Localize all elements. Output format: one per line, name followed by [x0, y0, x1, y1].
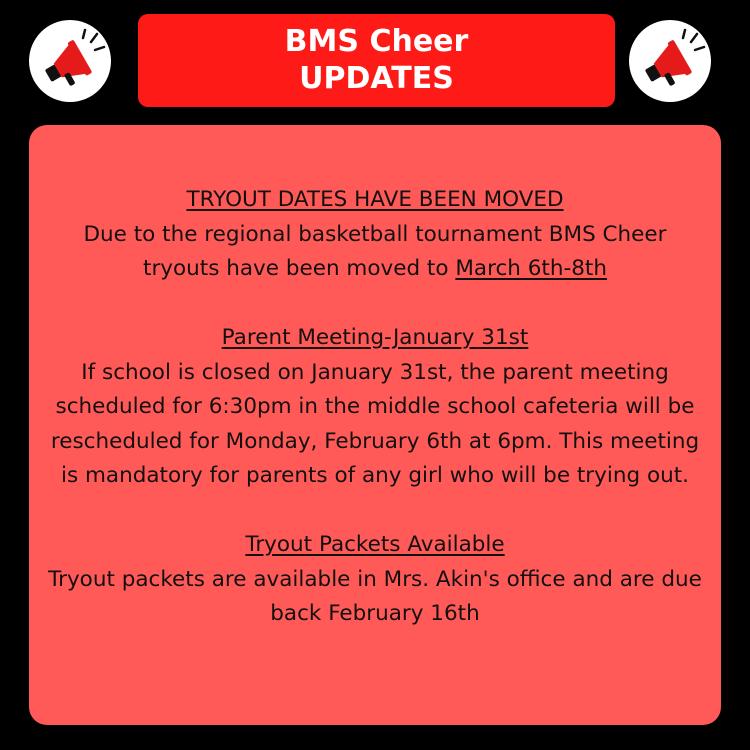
header-title-line2: UPDATES	[299, 61, 454, 96]
section-spacer	[43, 287, 707, 322]
header-banner	[138, 14, 615, 107]
section-spacer	[43, 494, 707, 529]
updates-panel	[29, 125, 721, 725]
tryout-dates-body-text: Due to the regional basketball tournament BMS Cheer tryouts have been moved to	[83, 221, 667, 281]
header-title-line1: BMS Cheer	[284, 24, 469, 59]
packets-body: Tryout packets are available in Mrs. Akin's office and are due back February 16th	[48, 566, 702, 626]
tryout-dates-highlight: March 6th-8th	[455, 256, 607, 281]
tryout-dates-heading: TRYOUT DATES HAVE BEEN MOVED	[186, 187, 564, 212]
parent-meeting-body: If school is closed on January 31st, the parent meeting scheduled for 6:30pm in the middle school cafeteria will be rescheduled for Monday, February 6th at 6pm. This meeting is mandatory for parents of any girl who will be trying out.	[50, 359, 700, 488]
tryout-dates-body	[43, 218, 707, 287]
packets-heading: Tryout Packets Available	[245, 532, 505, 557]
megaphone-icon	[29, 20, 111, 102]
megaphone-icon	[629, 20, 711, 102]
parent-meeting-heading: Parent Meeting-January 31st	[221, 325, 529, 350]
